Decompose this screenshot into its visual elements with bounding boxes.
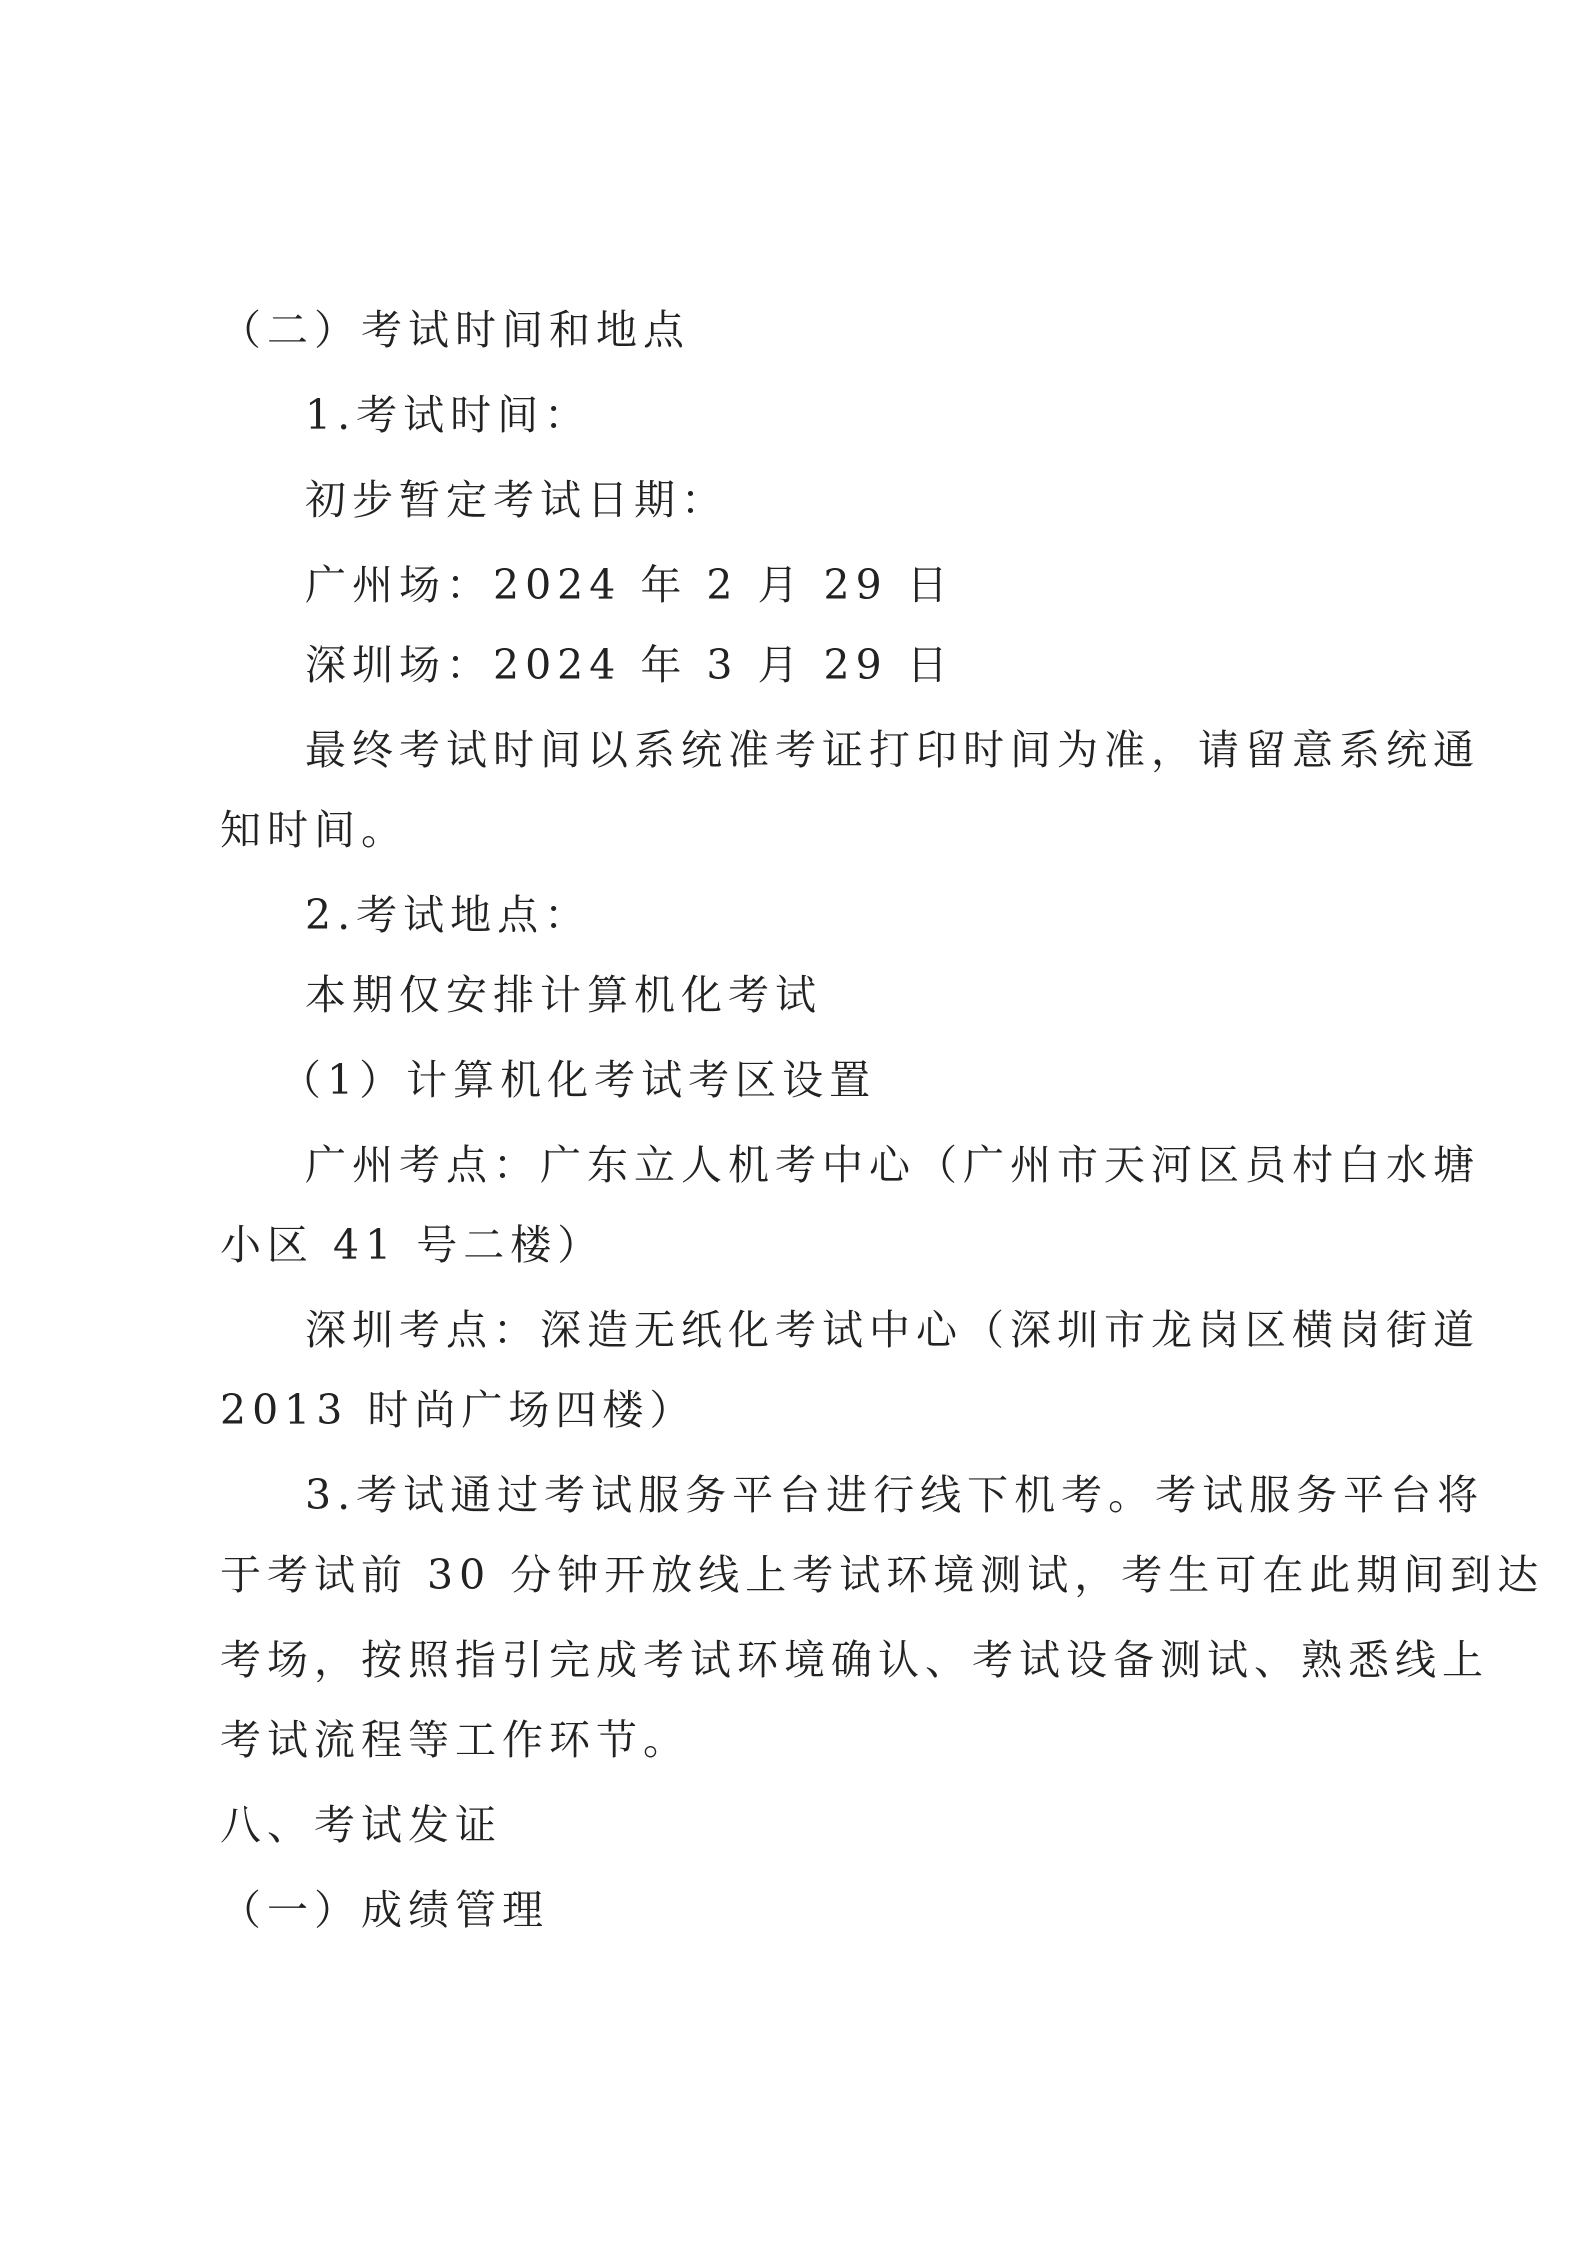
section-heading-certification: 八、考试发证: [220, 1801, 502, 1849]
guangzhou-venue-line-1: 广州考点：广东立人机考中心（广州市天河区员村白水塘: [305, 1141, 1480, 1189]
shenzhen-venue-line-1: 深圳考点：深造无纸化考试中心（深圳市龙岗区横岗街道: [305, 1306, 1480, 1354]
item-3-line-2: 于考试前 30 分钟开放线上考试环境测试，考生可在此期间到达: [220, 1551, 1545, 1599]
guangzhou-date: 广州场：2024 年 2 月 29 日: [305, 561, 954, 609]
exam-area-sub-heading: （1）计算机化考试考区设置: [280, 1056, 877, 1104]
sub-heading-score-management: （一）成绩管理: [220, 1886, 549, 1934]
exam-time-note-line-1: 最终考试时间以系统准考证打印时间为准，请留意系统通: [305, 726, 1480, 774]
item-2-title: 2.考试地点：: [305, 891, 592, 939]
item-3-line-4: 考试流程等工作环节。: [220, 1716, 690, 1764]
exam-time-note-line-2: 知时间。: [220, 806, 408, 854]
item-2-lead: 本期仅安排计算机化考试: [305, 971, 822, 1019]
item-3-line-1: 3.考试通过考试服务平台进行线下机考。考试服务平台将: [305, 1471, 1485, 1519]
shenzhen-venue-line-2: 2013 时尚广场四楼）: [220, 1386, 697, 1434]
section-heading-exam-time-place: （二）考试时间和地点: [220, 306, 690, 354]
item-1-lead: 初步暂定考试日期：: [305, 476, 728, 524]
item-3-line-3: 考场，按照指引完成考试环境确认、考试设备测试、熟悉线上: [220, 1636, 1489, 1684]
shenzhen-date: 深圳场：2024 年 3 月 29 日: [305, 641, 954, 689]
item-1-title: 1.考试时间：: [305, 391, 592, 439]
guangzhou-venue-line-2: 小区 41 号二楼）: [220, 1221, 605, 1269]
